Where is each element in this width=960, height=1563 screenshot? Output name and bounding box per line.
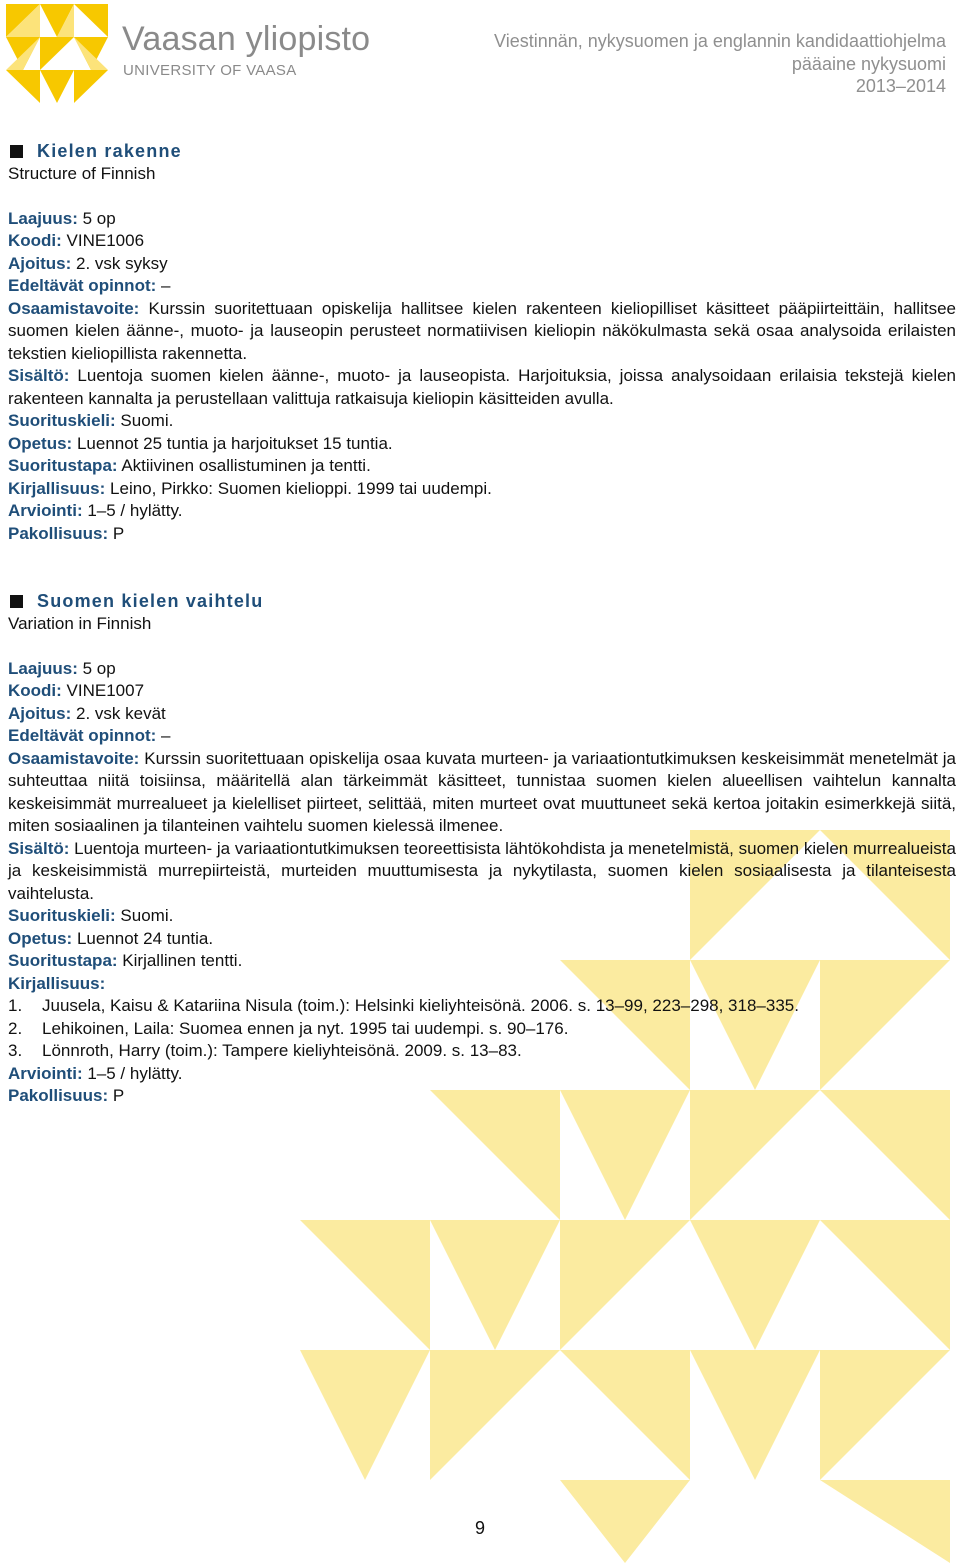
field-label: Suoritustapa: (8, 456, 118, 475)
course-title (8, 140, 956, 163)
course-title-text: Suomen kielen vaihtelu (37, 591, 264, 611)
course-grading (8, 1063, 956, 1086)
course-section (8, 590, 956, 1108)
course-obligation (8, 1085, 956, 1108)
field-value: Aktiivinen osallistuminen ja tentti. (117, 456, 371, 475)
literature-text: Lönnroth, Harry (toim.): Tampere kieliyhteisönä. 2009. s. 13–83. (42, 1041, 522, 1060)
course-obligation (8, 523, 956, 546)
field-label: Edeltävät opinnot: (8, 726, 157, 745)
course-credits (8, 658, 956, 681)
course-literature (8, 478, 956, 501)
course-teaching (8, 433, 956, 456)
literature-text: Lehikoinen, Laila: Suomea ennen ja nyt. 1995 tai uudempi. s. 90–176. (42, 1018, 569, 1038)
field-value: Luentoja suomen kielen äänne-, muoto- ja lauseopista. Harjoituksia, joissa analysoidaan erilaisia tekstejä kielen rakenteen kannalta ja perustellaan valittuja ratkaisuja kieliopin käsitteiden avulla. (8, 366, 956, 408)
square-bullet-icon (10, 145, 23, 158)
course-language (8, 410, 956, 433)
field-label: Ajoitus: (8, 253, 72, 273)
field-value: 2. vsk syksy (71, 253, 168, 273)
course-code (8, 230, 956, 253)
field-label: Kirjallisuus: (8, 478, 106, 498)
course-title (8, 590, 956, 613)
course-list (8, 140, 956, 1108)
field-value: VINE1007 (61, 681, 145, 700)
field-label: Kirjallisuus: (8, 973, 106, 993)
course-timing (8, 703, 956, 726)
field-label: Osaamistavoite: (8, 748, 140, 768)
field-value: 5 op (77, 658, 116, 678)
field-label: Suoritustapa: (8, 951, 118, 970)
course-section (8, 140, 956, 545)
field-value: – (156, 726, 171, 745)
field-value: Kirjallinen tentti. (117, 951, 243, 970)
course-language (8, 905, 956, 928)
university-logo-icon (6, 4, 110, 104)
field-value: Kurssin suoritettuaan opiskelija osaa kuvata murteen- ja variaationtutkimuksen keskeisimmät menetelmät ja suhteuttaa niitä toisiinsa, määritellä alan tärkeimmät käsitteet, tunnistaa suomen kielen alueellisen vaihtelun kannalta keskeisimmät murrealueet ja kielelliset piirteet, selittää, miten murteet ovat muuttuneet sekä kertoa joitakin esimerkkejä siitä, miten sosiaalinen ja tilanteinen vaihtelu suomen kielessä ilmenee. (8, 748, 956, 835)
major-name: pääaine nykysuomi (791, 53, 946, 74)
field-value: – (156, 276, 171, 295)
field-value: P (108, 1086, 125, 1105)
field-value: 2. vsk kevät (71, 703, 166, 723)
field-label: Opetus: (8, 928, 73, 948)
field-label: Suorituskieli: (8, 906, 116, 925)
field-value: P (108, 523, 125, 543)
field-label: Sisältö: (8, 838, 70, 858)
field-label: Laajuus: (8, 208, 78, 228)
field-value: Luentoja murteen- ja variaationtutkimuksen teoreettisista lähtökohdista ja menetelmistä, suomen kielen murrealueista ja keskeisimmistä murrepiirteistä, murteiden muuttumisesta ja nykytilasta, suomen kielen sosiaalisesta ja tilanteisesta vaihtelusta. (8, 838, 956, 903)
course-teaching (8, 928, 956, 951)
course-credits (8, 208, 956, 231)
field-label: Koodi: (8, 681, 62, 700)
field-value: Suomi. (115, 906, 174, 925)
course-content (8, 365, 956, 410)
field-label: Suorituskieli: (8, 411, 116, 430)
square-bullet-icon (10, 595, 23, 608)
course-learning-outcomes (8, 298, 956, 366)
list-number: 3. (8, 1041, 23, 1060)
logo-subtitle: UNIVERSITY OF VAASA (123, 62, 297, 79)
field-value: Kurssin suoritettuaan opiskelija hallitsee kielen rakenteen kieliopilliset käsitteet pääpiirteittäin, hallitsee suomen kielen äänne-, muoto- ja lauseopin perusteet normatiivisen kieliopin näkökulmasta sekä osaa analysoida erilaisten tekstien kieliopillista rakennetta. (8, 298, 956, 363)
course-code (8, 680, 956, 703)
field-value: 5 op (77, 208, 116, 228)
field-value: 1–5 / hylätty. (82, 1063, 183, 1083)
literature-list (8, 995, 956, 1063)
literature-item (8, 1040, 956, 1063)
course-completion-method (8, 455, 956, 478)
field-value: Luennot 25 tuntia ja harjoitukset 15 tuntia. (72, 433, 393, 453)
program-name: Viestinnän, nykysuomen ja englannin kandidaattiohjelma (494, 31, 946, 51)
field-label: Opetus: (8, 433, 73, 453)
course-completion-method (8, 950, 956, 973)
literature-item (8, 995, 956, 1018)
field-label: Osaamistavoite: (8, 298, 140, 318)
course-prerequisites (8, 725, 956, 748)
field-label: Koodi: (8, 231, 62, 250)
course-subtitle: Variation in Finnish (8, 613, 152, 633)
course-literature (8, 973, 956, 996)
field-label: Edeltävät opinnot: (8, 276, 157, 295)
list-number: 1. (8, 996, 23, 1015)
logo-name: Vaasan yliopisto (122, 20, 371, 58)
course-learning-outcomes (8, 748, 956, 838)
field-value: Leino, Pirkko: Suomen kielioppi. 1999 tai uudempi. (105, 478, 492, 498)
page-number: 9 (474, 1518, 485, 1538)
literature-item (8, 1018, 956, 1041)
list-number: 2. (8, 1018, 23, 1038)
course-grading (8, 500, 956, 523)
field-value: Luennot 24 tuntia. (72, 928, 214, 948)
field-value: 1–5 / hylätty. (82, 501, 183, 520)
field-label: Ajoitus: (8, 703, 72, 723)
field-label: Laajuus: (8, 658, 78, 678)
field-label: Arviointi: (8, 1063, 83, 1083)
course-subtitle: Structure of Finnish (8, 163, 156, 183)
course-prerequisites (8, 275, 956, 298)
field-label: Pakollisuus: (8, 1086, 109, 1105)
literature-text: Juusela, Kaisu & Katariina Nisula (toim.): Helsinki kieliyhteisönä. 2006. s. 13–99, 223–298, 318–335. (42, 996, 799, 1015)
field-value: Suomi. (115, 411, 174, 430)
page-header (0, 0, 960, 110)
document-header-info (494, 30, 946, 98)
academic-years: 2013–2014 (855, 76, 946, 96)
field-value: VINE1006 (61, 231, 145, 250)
course-timing (8, 253, 956, 276)
course-content (8, 838, 956, 906)
field-label: Pakollisuus: (8, 523, 109, 543)
field-label: Arviointi: (8, 501, 83, 520)
course-title-text: Kielen rakenne (37, 141, 182, 161)
field-label: Sisältö: (8, 366, 70, 385)
